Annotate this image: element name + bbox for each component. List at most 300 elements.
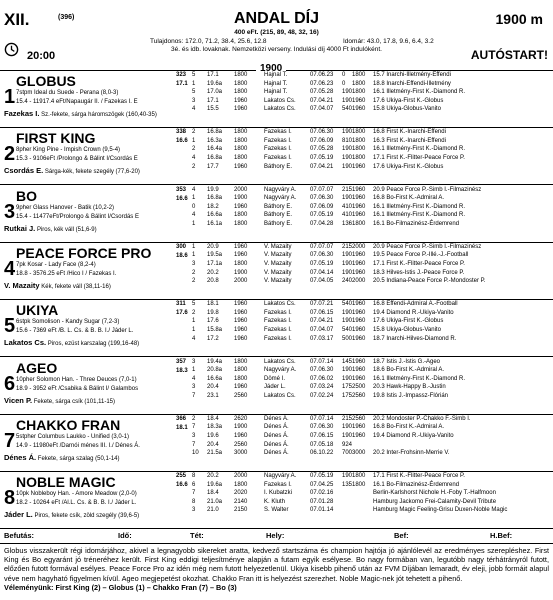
run-winner-distance: 1960 — [352, 318, 366, 325]
run-place: 5 — [192, 301, 196, 308]
run-winner-distance: 1800 — [352, 155, 366, 162]
horse-driver — [4, 109, 157, 118]
horse-code: 255 — [176, 473, 187, 480]
run-driver: Lakatos Cs. — [264, 97, 296, 104]
run-date: 07.06.30 — [310, 424, 334, 431]
run-prize: 540 — [342, 106, 353, 113]
run-place: 4 — [192, 186, 196, 193]
run-distance: 2000 — [234, 473, 248, 480]
run-place: 8 — [192, 473, 196, 480]
run-prize: 190 — [342, 309, 353, 316]
run-place: 3 — [192, 384, 196, 391]
run-driver: Lakatos Cs. — [264, 392, 296, 399]
win-label: Tét: — [190, 531, 204, 540]
run-result: 16.3 First K.-Inarchi-Effendi — [373, 137, 446, 144]
run-driver: Báthory E. — [264, 220, 293, 227]
race-conditions: 3é. és idb. lovaknak. Nemzetközi verseny. Indulási díj 4000 Ft indulóként. — [171, 46, 382, 53]
run-date: 07.06.02 — [310, 375, 334, 382]
run-prize: 135 — [342, 481, 353, 488]
run-result: Hamburg Jackomo Frei-Calamity-Devil Tribute — [373, 498, 497, 505]
run-result: 18.3 Hilves-Istis J.-Peace Force P. — [373, 269, 465, 276]
horse-record: 16.6 — [176, 195, 188, 202]
run-prize: 190 — [342, 155, 353, 162]
run-distance: 1960 — [234, 335, 248, 342]
run-place: 1 — [192, 137, 196, 144]
run-driver: I. Kubatzki — [264, 490, 293, 497]
result-row — [0, 528, 553, 544]
run-prize: 540 — [342, 326, 353, 333]
run-date: 07.04.14 — [310, 269, 334, 276]
run-place: 10 — [192, 450, 199, 457]
horse-record: 16.6 — [176, 138, 188, 145]
run-date: 07.06.15 — [310, 432, 334, 439]
run-distance: 1960 — [234, 252, 248, 259]
run-driver: Fazekas I. — [264, 146, 292, 153]
run-prize: 190 — [342, 261, 353, 268]
run-prize: 410 — [342, 212, 353, 219]
run-date: 07.04.07 — [310, 106, 334, 113]
horse-code: 300 — [176, 243, 187, 250]
run-date: 07.05.18 — [310, 441, 334, 448]
run-driver: Dénes Á. — [264, 450, 289, 457]
run-place: 0 — [192, 203, 196, 210]
run-winner-distance: 1800 — [352, 146, 366, 153]
run-driver: Nagyváry A. — [264, 473, 297, 480]
run-time: 20.4 — [207, 441, 219, 448]
run-winner-distance: 1800 — [352, 220, 366, 227]
run-driver: Lakatos Cs. — [264, 358, 296, 365]
time-label: Idő: — [118, 531, 132, 540]
run-place: 7 — [192, 392, 196, 399]
run-driver: Hajnal T. — [264, 72, 288, 78]
horse-record: 18.6 — [176, 252, 188, 259]
run-time: 19.6 — [207, 432, 219, 439]
horse-driver — [4, 166, 140, 175]
driver-colors: Piros, ezüst karszalag (199,16-48) — [47, 341, 140, 348]
run-date: 07.06.30 — [310, 129, 334, 136]
run-place: 1 — [192, 243, 196, 250]
run-distance: 1800 — [234, 367, 248, 374]
run-prize: 190 — [342, 375, 353, 382]
horse-code: 357 — [176, 358, 187, 365]
driver-name: Lakatos Cs. — [4, 338, 47, 348]
run-time: 16.8a — [207, 195, 223, 202]
horse-stats: 18.2 - 10264 eFt /Al.L. Cs. & B. B. I./ Jáder L. — [16, 500, 137, 507]
run-place: 4 — [192, 212, 196, 219]
horse-record: 17.6 — [176, 310, 188, 317]
run-result: 16.8 Bo-First K.-Admiral A. — [373, 195, 445, 202]
run-date: 07.07.21 — [310, 301, 334, 308]
driver-name: V. Mazaity — [4, 280, 40, 290]
run-winner-distance: 1960 — [352, 261, 366, 268]
run-place: 3 — [192, 97, 196, 104]
run-prize: 810 — [342, 137, 353, 144]
run-time: 20.2 — [207, 269, 219, 276]
run-winner-distance: 1960 — [352, 309, 366, 316]
run-place: 3 — [192, 507, 196, 514]
run-place: 2 — [192, 129, 196, 136]
horse-name: FIRST KING — [16, 130, 96, 147]
driver-colors: Piros, kék váll (51,6-9) — [36, 226, 97, 233]
horse-number: 8 — [4, 487, 16, 510]
driver-colors: Fekete, sárga csík (101,11-15) — [33, 398, 116, 405]
run-date: 07.07.14 — [310, 415, 334, 422]
run-time: 20.8a — [207, 367, 223, 374]
run-driver: Fazekas I. — [264, 335, 292, 342]
run-driver: Jáder L. — [264, 384, 286, 391]
run-time: 17.0a — [207, 89, 223, 96]
place-label: Hely: — [266, 531, 285, 540]
run-date: 07.06.23 — [310, 80, 334, 87]
run-prize: 190 — [342, 269, 353, 276]
horse-code: 338 — [176, 129, 187, 136]
run-prize: 190 — [342, 252, 353, 259]
horse-entry — [0, 242, 553, 300]
run-prize: 145 — [342, 358, 353, 365]
horse-record: 18.3 — [176, 367, 188, 374]
run-winner-distance: 1800 — [352, 89, 366, 96]
run-distance: 2000 — [234, 278, 248, 285]
owner-prizes: Tulajdonos: 172.0, 71.2, 38.4, 25.6, 12.8 — [150, 38, 267, 45]
run-prize: 190 — [342, 129, 353, 136]
driver-name: Fazekas I. — [4, 109, 40, 118]
run-winner-distance: 1960 — [352, 375, 366, 382]
horse-driver — [4, 396, 115, 405]
run-prize: 190 — [342, 424, 353, 431]
run-date: 07.06.09 — [310, 203, 334, 210]
run-result: 15.8 Ukiya-Globus-Vanito — [373, 326, 441, 333]
run-distance: 1800 — [234, 261, 248, 268]
run-result: Berlin-Karlshorst Nichole H.-Foby T.-Halfmoon — [373, 490, 496, 497]
run-date: 07.04.21 — [310, 318, 334, 325]
run-winner-distance: 1960 — [352, 106, 366, 113]
run-prize: 0 — [342, 72, 346, 78]
run-distance: 2560 — [234, 441, 248, 448]
horse-number: 5 — [4, 315, 16, 338]
run-driver: K. Kluth — [264, 498, 286, 505]
run-driver: Dénes Á. — [264, 415, 289, 422]
run-date: 07.06.30 — [310, 195, 334, 202]
run-driver: Báthory E. — [264, 163, 293, 170]
run-prize: 190 — [342, 473, 353, 480]
run-date: 07.03.17 — [310, 335, 334, 342]
run-prize: 190 — [342, 432, 353, 439]
run-place: 4 — [192, 335, 196, 342]
run-time: 20.9 — [207, 243, 219, 250]
run-prize: 215 — [342, 243, 353, 250]
horse-driver — [4, 510, 139, 519]
run-result: 15.8 Ukiya-Globus-Vanito — [373, 106, 441, 113]
horse-name: GLOBUS — [16, 73, 76, 89]
horse-record: 17.1 — [176, 81, 188, 87]
run-date: 07.04.28 — [310, 220, 334, 227]
run-place: 7 — [192, 490, 196, 497]
run-prize: 175 — [342, 392, 353, 399]
run-driver: V. Mazaity — [264, 243, 292, 250]
horse-pedigree: 9pher Glass Hanover - Batik (10,2-2) — [16, 204, 115, 211]
run-driver: Hajnal T. — [264, 89, 288, 96]
horse-stats: 15.4 - 11477eFt/Prolongo & Bálint I/Csordás E — [16, 213, 139, 220]
run-winner-distance: 1800 — [352, 137, 366, 144]
horse-entry — [0, 185, 553, 243]
run-place: 7 — [192, 441, 196, 448]
run-winner-distance: 1960 — [352, 195, 366, 202]
horse-name: UKIYA — [16, 302, 59, 319]
run-result: 16.1 Illetmény-First K.-Diamond R. — [373, 212, 466, 219]
run-driver: Fazekas I. — [264, 309, 292, 316]
horse-entry — [0, 414, 553, 472]
run-winner-distance: 2560 — [352, 392, 366, 399]
horse-stats: 15.6 - 7369 eFt /B. L. Cs. & B. B. I./ Jáder L. — [16, 328, 134, 335]
run-date: 07.05.19 — [310, 473, 334, 480]
horse-name: AGEO — [16, 359, 58, 376]
run-time: 19.6a — [207, 80, 223, 87]
run-result: 16.1 Bo-Filmazinész-Érdemrend — [373, 220, 460, 227]
run-driver: Dénes Á. — [264, 441, 289, 448]
horse-code: 353 — [176, 186, 187, 193]
run-result: 19.5 Peace Force P.-Illé.-J.-Football — [373, 252, 469, 259]
run-time: 18.2 — [207, 203, 219, 210]
race-code: (396) — [58, 14, 75, 21]
run-date: 07.07.14 — [310, 358, 334, 365]
run-driver: Báthory E. — [264, 203, 293, 210]
run-time: 16.1a — [207, 220, 223, 227]
run-driver: Dénes Á. — [264, 424, 289, 431]
run-driver: Dénes Á. — [264, 432, 289, 439]
horse-pedigree: 7stpm Ideal du Suede - Perana (8,0-3) — [16, 90, 119, 96]
run-distance: 1800 — [234, 481, 248, 488]
run-winner-distance: 2000 — [352, 278, 366, 285]
run-result: Hamburg Magic Feeling-Grisu Duxen-Noble Magic — [373, 507, 508, 514]
run-driver: Nagyváry A. — [264, 195, 297, 202]
run-winner-distance: 1960 — [352, 97, 366, 104]
run-place: 5 — [192, 72, 196, 78]
run-date: 07.05.19 — [310, 261, 334, 268]
horse-stats: 15.3 - 9106eFt /Prolongo & Bálint I/Csordás E — [16, 156, 138, 163]
horse-pedigree: 10pk Nobleboy Han. - Amore Meadow (2,0-0) — [16, 491, 137, 498]
race-number: XII. — [4, 10, 30, 29]
run-time: 21.0a — [207, 498, 223, 505]
run-place: 6 — [192, 481, 196, 488]
run-date: 07.04.05 — [310, 278, 334, 285]
run-place: 1 — [192, 195, 196, 202]
run-winner-distance: 1800 — [352, 473, 366, 480]
run-winner-distance: 1960 — [352, 203, 366, 210]
driver-colors: Sz.-fekete, sárga háromszögek (160,40-35) — [41, 112, 157, 118]
horse-code: 366 — [176, 415, 187, 422]
run-result: 17.1 First K.-Flitter-Peace Force P. — [373, 473, 465, 480]
horse-name: BO — [16, 187, 37, 204]
run-distance: 1960 — [234, 243, 248, 250]
driver-colors: Sárga-kék, fekete szegély (77,6-20) — [44, 169, 140, 176]
run-distance: 1800 — [234, 137, 248, 144]
run-driver: Lakatos Cs. — [264, 106, 296, 113]
run-result: 17.6 Ukiya-First K.-Globus — [373, 97, 444, 104]
run-result: 16.8 Effendi-Admiral A.-Football — [373, 301, 458, 308]
horse-stats: 18.9 - 3952 eFt /Csabika & Bálint I/ Galambos — [16, 385, 139, 392]
run-place: 2 — [192, 146, 196, 153]
driver-colors: Piros, fekete csík, zöld szegély (39,6-5) — [34, 513, 140, 520]
run-winner-distance: 1960 — [352, 252, 366, 259]
run-distance: 2560 — [234, 392, 248, 399]
run-distance: 1800 — [234, 358, 248, 365]
horse-stats: 18.8 - 3576.25 eFt /Hico I / Fazekas I. — [16, 270, 117, 277]
run-place: 1 — [192, 326, 196, 333]
run-time: 17.7 — [207, 163, 219, 170]
race-distance: 1900 m — [495, 11, 543, 27]
run-time: 17.1 — [207, 97, 219, 104]
run-distance: 1800 — [234, 220, 248, 227]
run-prize: 500 — [342, 335, 353, 342]
run-distance: 1960 — [234, 163, 248, 170]
run-winner-distance: 1960 — [352, 432, 366, 439]
run-time: 20.4 — [207, 384, 219, 391]
run-prize: 190 — [342, 97, 353, 104]
driver-name: Dénes Á. — [4, 452, 37, 462]
run-date: 07.05.19 — [310, 212, 334, 219]
run-prize: 540 — [342, 301, 353, 308]
run-date: 07.04.21 — [310, 97, 334, 104]
run-date: 07.07.07 — [310, 186, 334, 193]
race-title: ANDAL DÍJ — [233, 10, 320, 27]
run-time: 23.1 — [207, 392, 219, 399]
run-time: 16.6a — [207, 375, 223, 382]
run-winner-distance: 1960 — [352, 301, 366, 308]
run-winner-distance: 1960 — [352, 326, 366, 333]
run-winner-distance: 1960 — [352, 212, 366, 219]
run-prize: 190 — [342, 146, 353, 153]
run-date: 07.06.30 — [310, 367, 334, 374]
run-result: 19.4 Diamond R.-Ukiya-Vanito — [373, 309, 454, 316]
run-place: 2 — [192, 163, 196, 170]
driver-name: Jáder L. — [4, 510, 33, 520]
run-prize: 175 — [342, 384, 353, 391]
run-driver: Fazekas I. — [264, 129, 292, 136]
run-distance: 1800 — [234, 212, 248, 219]
run-time: 17.6 — [207, 318, 219, 325]
horse-pedigree: 6stpk Somolison - Kandy Sugar (7,2-3) — [16, 319, 120, 326]
run-date: 07.06.15 — [310, 309, 334, 316]
run-date: 07.04.21 — [310, 163, 334, 170]
run-winner-distance: 1960 — [352, 424, 366, 431]
run-place: 4 — [192, 375, 196, 382]
run-date: 07.02.16 — [310, 490, 334, 497]
run-result: 17.1 First K.-Flitter-Peace Force P. — [373, 261, 465, 268]
horse-pedigree: 7pk Kosar - Lady Face (8,2-4) — [16, 261, 96, 268]
run-result: 18.6 Bo-First K.-Admiral A. — [373, 367, 445, 374]
run-result: 20.9 Peace Force P.-Simb I.-Filmazinész — [373, 243, 482, 250]
run-distance: 1800 — [234, 129, 248, 136]
run-winner-distance: 1960 — [352, 367, 366, 374]
commentary-text: Globus visszakerült régi idomárjához, akivel a legnagyobb sikereket aratta, kedvező startszáma és champion hajtója jó ajánlólevél az eredményes szerepléshez. First King és Bo egyaránt jó tréneréhez került. First King eddigi teljesítménye alapján a futam egyik esélyese. Bo nagy formában van, legutóbb nagy térhátrányról futott, előzően futott formával esélyes. Peace Force Pro az idén még nem futott helyezetlenül. Ukiya kisebb pihenő után az FVM Díjában lemaradt, év eleji, jobb formáit alapul véve nem hagyható figyelmen kívül. Ageo megjepetést okozhat. Chakko Fran itt is helyezést szerezhet. Noble Magic-nek jót tehetett a pihenő. — [4, 546, 549, 583]
run-date: 07.01.28 — [310, 498, 334, 505]
run-time: 19.4a — [207, 358, 223, 365]
run-winner-distance: 1960 — [352, 269, 366, 276]
horse-code: 323 — [176, 72, 187, 78]
run-place: 7 — [192, 424, 196, 431]
run-result: 16.1 Illetmény-First K.-Diamond R. — [373, 146, 466, 153]
run-time: 21.5a — [207, 450, 223, 457]
run-distance: 1900 — [234, 269, 248, 276]
run-time: 17.2 — [207, 335, 219, 342]
run-place: 3 — [192, 358, 196, 365]
run-result: 15.7 Inarchi-Illetmény-Effendi — [373, 72, 451, 78]
horse-pedigree: 8pher King Pine - Impish Crown (9,5-4) — [16, 147, 121, 154]
run-time: 17.1 — [207, 72, 219, 78]
run-winner-distance: 1800 — [352, 72, 366, 78]
driver-colors: Fekete, sárga szalag (50,1-14) — [37, 455, 120, 462]
run-place: 8 — [192, 498, 196, 505]
run-place: 3 — [192, 261, 196, 268]
horse-record: 16.6 — [176, 482, 188, 489]
run-place: 2 — [192, 309, 196, 316]
run-prize: 410 — [342, 203, 353, 210]
run-result: 18.7 Inarchi-Hilves-Diamond R. — [373, 335, 457, 342]
run-prize: 0 — [342, 80, 346, 87]
run-result: 16.8 Bo-First K.-Admiral A. — [373, 424, 445, 431]
horse-number: 7 — [4, 429, 16, 452]
run-date: 07.04.25 — [310, 481, 334, 488]
run-winner-distance: 1800 — [352, 481, 366, 488]
run-winner-distance: 1800 — [352, 129, 366, 136]
run-result: 19.4 Diamond R.-Ukiya-Vanito — [373, 432, 454, 439]
run-result: 20.2 Inter-Frohsinn-Merrie V. — [373, 450, 450, 457]
run-winner-distance: 1960 — [352, 186, 366, 193]
run-time: 18.4 — [207, 415, 219, 422]
run-result: 20.2 Mondoster P.-Chakko F.-Simb I. — [373, 415, 471, 422]
run-distance: 1800 — [234, 72, 248, 78]
run-date: 07.05.28 — [310, 146, 334, 153]
result-label: Befutás: — [4, 531, 35, 540]
run-date: 07.03.24 — [310, 384, 334, 391]
run-distance: 2000 — [234, 186, 248, 193]
run-distance: 1960 — [234, 203, 248, 210]
run-time: 21.0 — [207, 507, 219, 514]
run-prize: 924 — [342, 441, 353, 448]
run-time: 18.4 — [207, 490, 219, 497]
run-time: 18.1 — [207, 301, 219, 308]
run-prize: 700 — [342, 450, 353, 457]
run-time: 16.4a — [207, 146, 223, 153]
run-place: 1 — [192, 318, 196, 325]
run-distance: 1960 — [234, 106, 248, 113]
race-prize: 400 eFt. (215, 89, 48, 32, 16) — [234, 29, 319, 36]
driver-name: Rutkai J. — [4, 223, 36, 233]
race-time: 20:00 — [27, 50, 56, 62]
run-result: 17.1 First K.-Flitter-Peace Force P. — [373, 155, 465, 162]
run-prize: 136 — [342, 220, 353, 227]
distance-marker: 1900 — [256, 63, 286, 74]
run-time: 15.8a — [207, 326, 223, 333]
run-place: 1 — [192, 220, 196, 227]
run-prize: 190 — [342, 195, 353, 202]
run-place: 5 — [192, 89, 196, 96]
run-prize: 190 — [342, 318, 353, 325]
horse-name: PEACE FORCE PRO — [16, 244, 152, 261]
driver-name: Vicen P. — [4, 395, 33, 405]
run-result: 17.6 Ukiya-First K.-Globus — [373, 318, 444, 325]
run-driver: Lakatos Cs. — [264, 301, 296, 308]
run-winner-distance: 2560 — [352, 415, 366, 422]
run-date: 07.04.07 — [310, 326, 334, 333]
run-prize: 190 — [342, 89, 353, 96]
run-date: 07.01.14 — [310, 507, 334, 514]
run-driver: Fazekas I. — [264, 326, 292, 333]
run-driver: V. Mazaity — [264, 269, 292, 276]
run-result: 17.6 Ukiya-First K.-Globus — [373, 163, 444, 170]
run-time: 16.8a — [207, 155, 223, 162]
run-driver: V. Mazaity — [264, 261, 292, 268]
